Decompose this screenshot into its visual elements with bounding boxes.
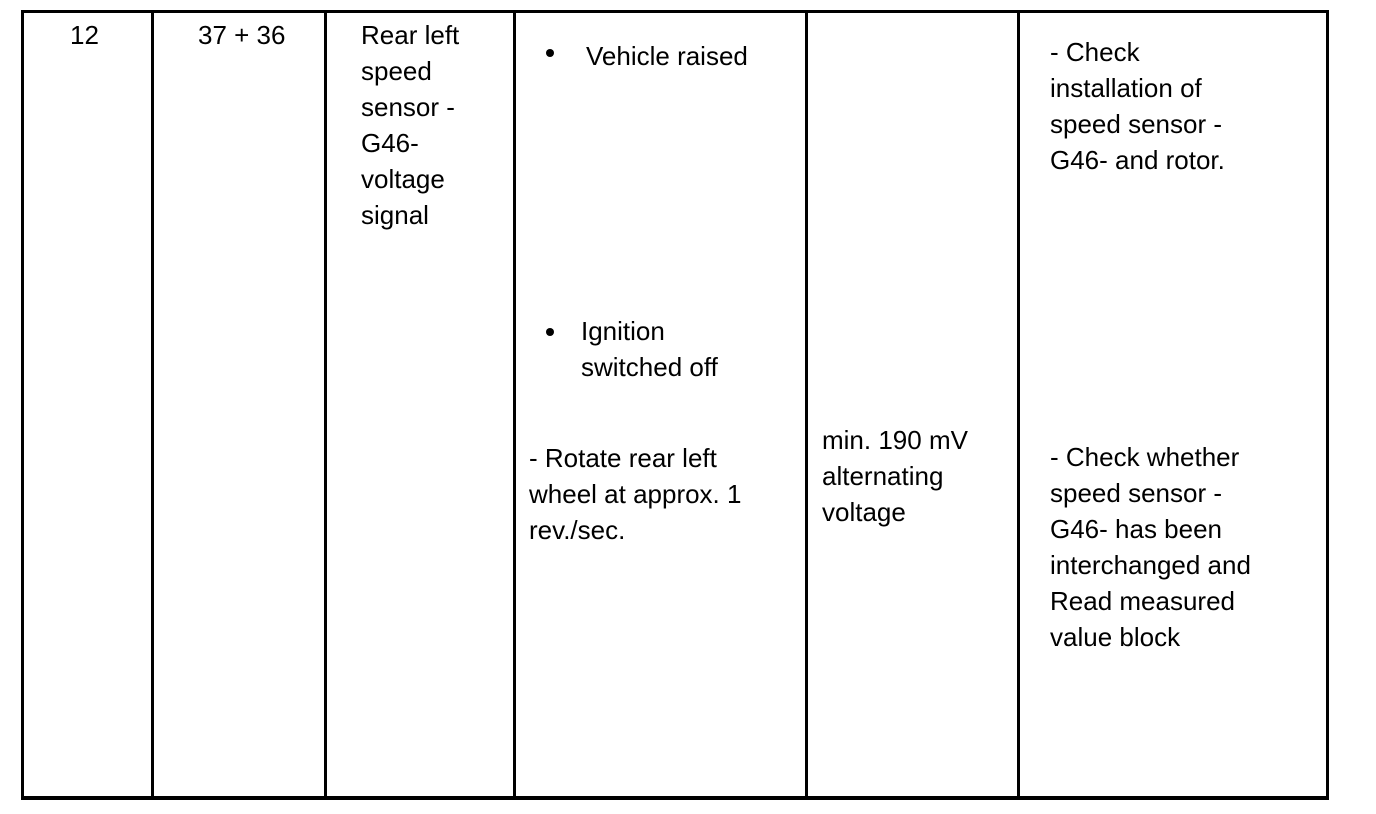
column-divider [151,13,154,796]
column-divider [324,13,327,796]
component-name: Rear left speed sensor - G46- voltage signal [361,20,460,230]
test-action: - Rotate rear left wheel at approx. 1 rev./sec. [529,443,742,545]
condition-vehicle-raised: Vehicle raised [586,41,748,71]
remedy-check-interchanged: - Check whether speed sensor - G46- has been interchanged and Read measured value block [1050,442,1251,652]
bullet-icon [546,328,554,336]
test-step-number: 12 [70,20,99,50]
nominal-value: min. 190 mV alternating voltage [822,425,968,527]
column-divider [1017,13,1020,796]
remedy-check-installation: - Check installation of speed sensor - G46- and rotor. [1050,37,1225,175]
condition-ignition-off: Ignition switched off [581,316,718,382]
socket-pins: 37 + 36 [198,20,286,50]
column-divider [805,13,808,796]
column-divider [513,13,516,796]
bullet-icon [546,49,554,57]
